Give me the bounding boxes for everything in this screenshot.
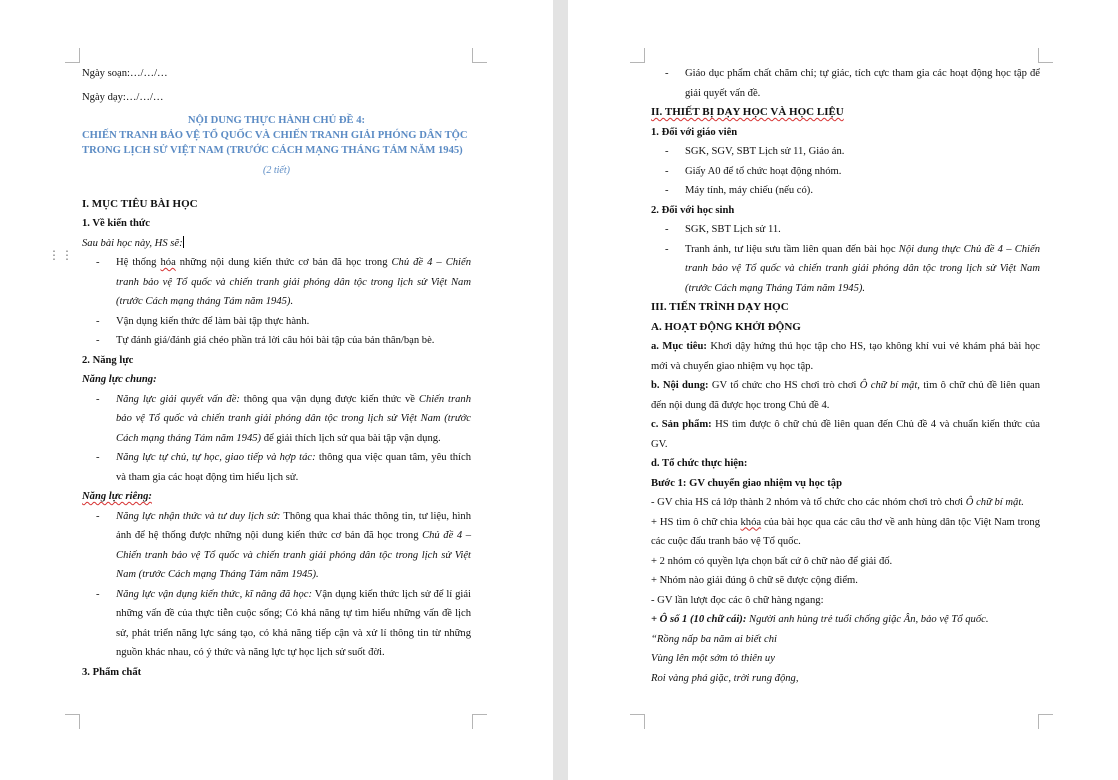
text-run: Chiến tranh bảo vệ Tổ quốc và chiến tranh giải phóng dân tộc trong lịch sử Việt Nam (trước Cách mạng tháng Tám năm 1945): [116, 393, 471, 444]
text-run: HS tìm được ô chữ chủ đề liên quan đến Chủ đề 4 và chuẩn kiến thức của GV.: [651, 419, 1040, 450]
text-run: Người anh hùng trẻ tuổi chống giặc Ân, bảo vệ Tổ quốc.: [746, 614, 989, 625]
spelling-flag[interactable]: Năng lực riêng:: [82, 491, 152, 502]
list-item: [82, 507, 471, 585]
text-run: thông qua việc quan tâm, yêu thích và tham gia các hoạt động tìm hiểu lịch sử.: [116, 452, 471, 483]
spelling-flag[interactable]: khóa: [740, 516, 762, 528]
page-text-right[interactable]: [651, 64, 1040, 688]
crop-mark: [65, 48, 80, 63]
page-text-left[interactable]: [82, 64, 471, 682]
crop-mark: [1038, 48, 1053, 63]
text-run: thông qua vận dụng được kiến thức về: [239, 393, 419, 405]
list-item: [82, 585, 471, 663]
subsection-label: [82, 487, 471, 507]
paragraph: [651, 337, 1040, 376]
subsection-heading: 2. Đối với học sinh: [651, 204, 735, 216]
list-item: - Giáo dục phẩm chất chăm chỉ; tự giác, tích cực tham gia các hoạt động học tập để giải quyết vấn đề.: [651, 64, 1040, 103]
list-item: - Tự đánh giá/đánh giá chéo phần trả lời câu hỏi bài tập của bản thân/bạn bè.: [82, 331, 471, 351]
crop-mark: [472, 48, 487, 63]
poem-line: Vùng lên một sớm tỏ thiên uy: [651, 653, 775, 664]
text-run: để giải thích lịch sử qua bài tập vận dụng.: [261, 432, 441, 444]
text-run: Chủ đề 4 – Chiến tranh bảo vệ Tổ quốc và chiến tranh giải phóng dân tộc trong lịch sử Việt Nam (trước Cách mạng tháng Tám năm 1945).: [116, 257, 471, 307]
text-run: b. Nội dung:: [651, 380, 709, 391]
section-heading: [651, 103, 1040, 123]
section-heading: A. HOẠT ĐỘNG KHỞI ĐỘNG: [651, 320, 801, 333]
paragraph: + Nhóm nào giải đúng ô chữ sẽ được cộng điểm.: [651, 575, 858, 586]
subsection-heading: 1. Về kiến thức: [82, 218, 150, 229]
text-run: Nội dung thực Chủ đề 4 – Chiến tranh bảo vệ Tổ quốc và chiến tranh giải phóng dân tộc trong lịch sử Việt Nam (trước Cách mạng Tháng Tám năm 1945).: [685, 243, 1040, 294]
text-run: Chủ đề 4 – Chiến tranh bảo vệ Tổ quốc và chiến tranh giải phóng dân tộc trong lịch sử Việt Nam (trước Cách mạng Tháng Tám năm 1945).: [116, 530, 472, 580]
text-run: c. Sản phẩm:: [651, 419, 712, 430]
text-run: - GV chia HS cả lớp thành 2 nhóm và tổ chức cho các nhóm chơi trò chơi: [651, 497, 966, 508]
document-title: CHIẾN TRANH BẢO VỆ TỔ QUỐC VÀ CHIẾN TRANH GIẢI PHÓNG DÂN TỘC TRONG LỊCH SỬ VIỆT NAM (TRƯỚC CÁCH MẠNG THÁNG TÁM NĂM 1945): [82, 130, 468, 156]
document-page-right: [568, 0, 1118, 780]
paragraph: [651, 513, 1040, 552]
text-run: GV tổ chức cho HS chơi trò chơi: [708, 380, 860, 391]
list-item: - SGK, SBT Lịch sử 11.: [651, 220, 1040, 240]
section-heading-text: II. THIẾT BỊ DẠY HỌC VÀ HỌC LIỆU: [651, 106, 844, 118]
document-page-left: [0, 0, 553, 780]
text-run: Vận dụng kiến thức lịch sử để lí giải những vấn đề của thực tiễn cuộc sống; Có khả năng tự tìm hiểu những vấn đề lịch sử, phát triển năng lực sáng tạo, có khả năng tiếp cận và xử lí thông tin từ những nguồn khác nhau, có ý thức và năng lực tự học lịch sử suốt đời.: [116, 588, 471, 658]
text-run: Khơi dậy hứng thú học tập cho HS, tạo không khí vui vẻ khám phá bài học mới và chuyển giao nhiệm vụ học tập.: [651, 341, 1040, 372]
text-run: Ô chữ bí mật: [859, 380, 918, 391]
text-cursor: [183, 236, 184, 248]
subsection-heading: 2. Năng lực: [82, 354, 134, 366]
paragraph: - GV lần lượt đọc các ô chữ hàng ngang:: [651, 594, 824, 606]
list-item: [82, 253, 471, 312]
text-run: Năng lực giải quyết vấn đề:: [116, 393, 240, 405]
intro-line: [82, 234, 471, 254]
drag-handle-icon[interactable]: ⋮⋮: [48, 248, 74, 262]
list-item: - Máy tính, máy chiếu (nếu có).: [651, 181, 1040, 201]
crop-mark: [65, 714, 80, 729]
paragraph: [651, 415, 1040, 454]
text-run: a. Mục tiêu:: [651, 341, 707, 352]
paragraph: d. Tổ chức thực hiện:: [651, 458, 748, 469]
text-run: Năng lực nhận thức và tư duy lịch sử:: [116, 510, 281, 522]
spelling-flag[interactable]: hóa: [160, 257, 176, 268]
paragraph: [651, 610, 1040, 630]
section-heading: III. TIẾN TRÌNH DẠY HỌC: [651, 301, 789, 313]
text-run: + Ô số 1 (10 chữ cái):: [651, 614, 747, 625]
date-teach: Ngày dạy:…/…/…: [82, 91, 164, 103]
date-prepare: Ngày soạn:…/…/…: [82, 68, 168, 79]
subsection-heading: 3. Phẩm chất: [82, 666, 142, 678]
text-run: Hệ thống: [116, 257, 161, 268]
text-run: , tìm ô chữ chủ đề liên quan đến nội dung đã được học trong Chủ đề 4.: [651, 380, 1041, 411]
text-run: + HS tìm ô chữ chìa: [651, 516, 741, 528]
text-run: của bài học qua các câu thơ về anh hùng dân tộc Việt Nam trong các cuộc đấu tranh bảo vệ Tổ quốc.: [651, 516, 1040, 547]
text-run: Năng lực vận dụng kiến thức, kĩ năng đã học:: [116, 588, 313, 600]
text-run: Thông qua khai thác thông tin, tư liệu, hình ảnh để hệ thống được những nội dung kiến thức cơ bản đã học trong: [116, 510, 472, 541]
list-item: - Giấy A0 để tổ chức hoạt động nhóm.: [651, 162, 1040, 182]
periods-note: (2 tiết): [263, 165, 290, 176]
crop-mark: [630, 48, 645, 63]
list-item: - SGK, SGV, SBT Lịch sử 11, Giáo án.: [651, 142, 1040, 162]
text-run: Ô chữ bí mật.: [965, 497, 1024, 508]
crop-mark: [1038, 714, 1053, 729]
crop-mark: [630, 714, 645, 729]
document-title-line1: NỘI DUNG THỰC HÀNH CHỦ ĐỀ 4:: [187, 115, 366, 126]
list-item: [82, 448, 471, 487]
list-item: [82, 390, 471, 449]
subsection-label: Năng lực chung:: [82, 374, 157, 385]
list-item: [651, 240, 1040, 299]
step-heading: Bước 1: GV chuyển giao nhiệm vụ học tập: [651, 477, 842, 489]
intro-text: Sau bài học này, HS sẽ:: [82, 237, 183, 249]
list-item: - Vận dụng kiến thức để làm bài tập thực hành.: [82, 312, 471, 332]
text-run: Năng lực tự chủ, tự học, giao tiếp và hợp tác:: [116, 452, 316, 463]
poem-line: “Rồng nấp ba năm ai biết chi: [651, 633, 777, 645]
paragraph: + 2 nhóm có quyền lựa chọn bất cứ ô chữ nào để giải đố.: [651, 555, 893, 567]
subsection-heading: 1. Đối với giáo viên: [651, 126, 738, 138]
text-run: những nội dung kiến thức cơ bản đã học trong: [175, 257, 392, 268]
paragraph: [651, 376, 1040, 415]
poem-line: Roi vàng phá giặc, trời rung động,: [651, 672, 799, 684]
text-run: Tranh ảnh, tư liệu sưu tầm liên quan đến bài học: [685, 243, 899, 255]
section-heading: I. MỤC TIÊU BÀI HỌC: [82, 197, 198, 210]
paragraph: [651, 493, 1040, 513]
crop-mark: [472, 714, 487, 729]
